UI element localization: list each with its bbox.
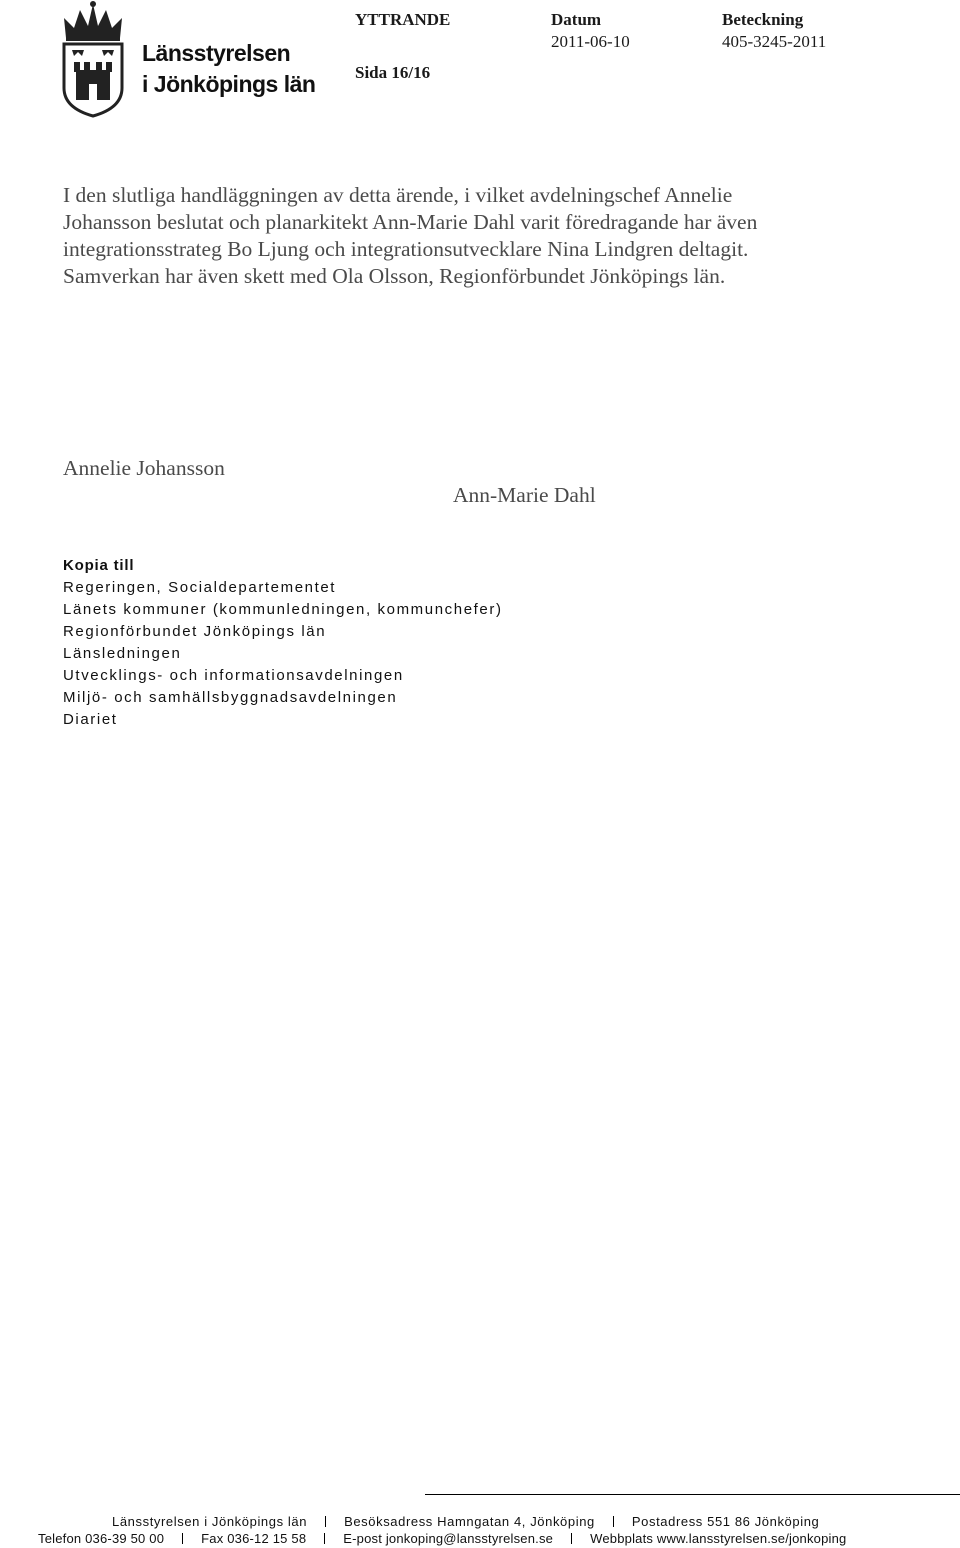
page-number: Sida 16/16 [355,63,431,82]
list-item: Utvecklings- och informationsavdelningen [63,667,404,684]
list-item: Länsledningen [63,645,182,662]
list-item: Länets kommuner (kommunledningen, kommunchefer) [63,601,503,618]
organization-name [142,38,315,100]
footer-separator [325,1516,326,1527]
footer-divider [425,1494,960,1495]
footer-line-2 [0,1531,960,1546]
list-item: Miljö- och samhällsbyggnadsavdelningen [63,689,398,706]
organization-logo [58,0,316,118]
coat-of-arms-icon [58,0,128,118]
footer-postal-address: Postadress 551 86 Jönköping [631,1514,820,1529]
copies-list [63,577,503,731]
footer-phone: Telefon 036-39 50 00 [38,1531,165,1546]
list-item: Regionförbundet Jönköpings län [63,623,327,640]
organization-name-line1: Länsstyrelsen [142,40,291,66]
date-label: Datum [551,10,602,29]
signature-first: Annelie Johansson [63,456,225,480]
footer-email: E-post jonkoping@lansstyrelsen.se [343,1531,554,1546]
body-paragraph-block [63,182,763,290]
copies-section [63,555,503,731]
footer-separator [613,1516,614,1527]
document-type: YTTRANDE [355,10,451,29]
footer-visiting-address: Besöksadress Hamngatan 4, Jönköping [344,1514,595,1529]
copies-title: Kopia till [63,557,135,574]
signature-second: Ann-Marie Dahl [453,483,596,507]
footer-separator [182,1533,183,1544]
footer-line-1 [0,1514,960,1529]
organization-name-line2: i Jönköpings län [142,71,316,97]
footer-website: Webbplats www.lansstyrelsen.se/jonkoping [590,1531,847,1546]
reference-label: Beteckning [722,10,804,29]
list-item: Regeringen, Socialdepartementet [63,579,337,596]
body-paragraph: I den slutliga handläggningen av detta ärende, i vilket avdelningschef Annelie Johansson beslutat och planarkitekt Ann-Marie Dahl varit föredragande har även integrationsstrateg Bo Ljung och integrationsutvecklare Nina Lindgren deltagit. Samverkan har även skett med Ola Olsson, Regionförbundet Jönköpings län. [63,183,758,288]
footer-separator [324,1533,325,1544]
reference-value: 405-3245-2011 [722,32,827,51]
footer-fax: Fax 036-12 15 58 [201,1531,307,1546]
footer-organization: Länsstyrelsen i Jönköpings län [112,1514,308,1529]
date-value: 2011-06-10 [551,32,630,51]
footer-separator [571,1533,572,1544]
list-item: Diariet [63,711,118,728]
